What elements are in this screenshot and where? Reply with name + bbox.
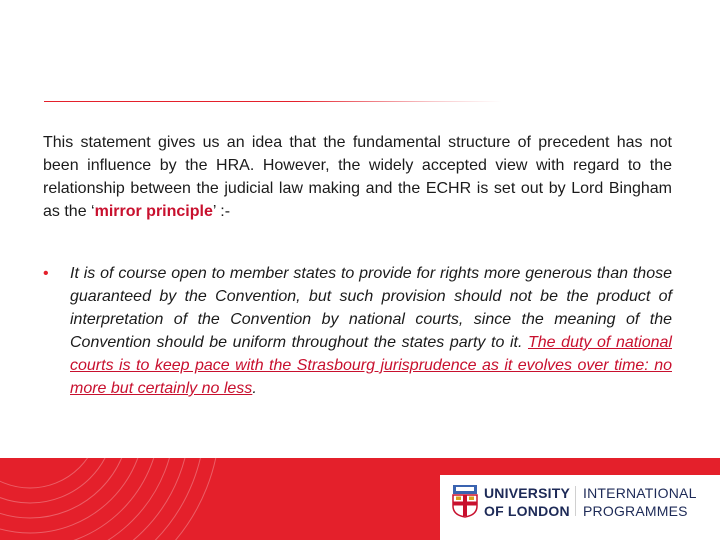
bullet-marker: • (43, 265, 49, 282)
intro-text: This statement gives us an idea that the fundamental structure of precedent has not been influence by the HRA. However, the widely accepted view with regard to the relationship between the judicial law making and the ECHR is set out by Lord Bingham as the ‘ (43, 134, 672, 220)
quote-highlight: The duty of national courts is to keep pace with the Strasbourg jurisprudence as it evolves over time: no more but certainly no less (70, 334, 672, 397)
mirror-principle-emphasis: mirror principle (94, 203, 213, 220)
intro-text-end: ’ :- (212, 203, 231, 220)
logo-line-programmes: PROGRAMMES (583, 503, 688, 519)
university-crest-icon (452, 484, 478, 518)
quote-text (70, 262, 672, 400)
title-divider-line (44, 101, 502, 102)
logo-wordmark-programmes (583, 484, 697, 520)
bullet-quote (43, 262, 672, 400)
logo-divider (575, 486, 576, 516)
logo-line-university: UNIVERSITY (484, 485, 571, 501)
quote-end: . (252, 380, 257, 397)
logo-line-of-london: OF LONDON (484, 503, 570, 519)
logo-wordmark-university (484, 484, 570, 520)
intro-paragraph (43, 131, 672, 223)
quote-plain: It is of course open to member states to provide for rights more generous than those guaranteed by the Convention, but such provision should not be the product of interpretation of the Convention by national courts, since the meaning of the Convention should be uniform throughout the states party to it. (70, 265, 672, 351)
logo-line-international: INTERNATIONAL (583, 485, 697, 501)
